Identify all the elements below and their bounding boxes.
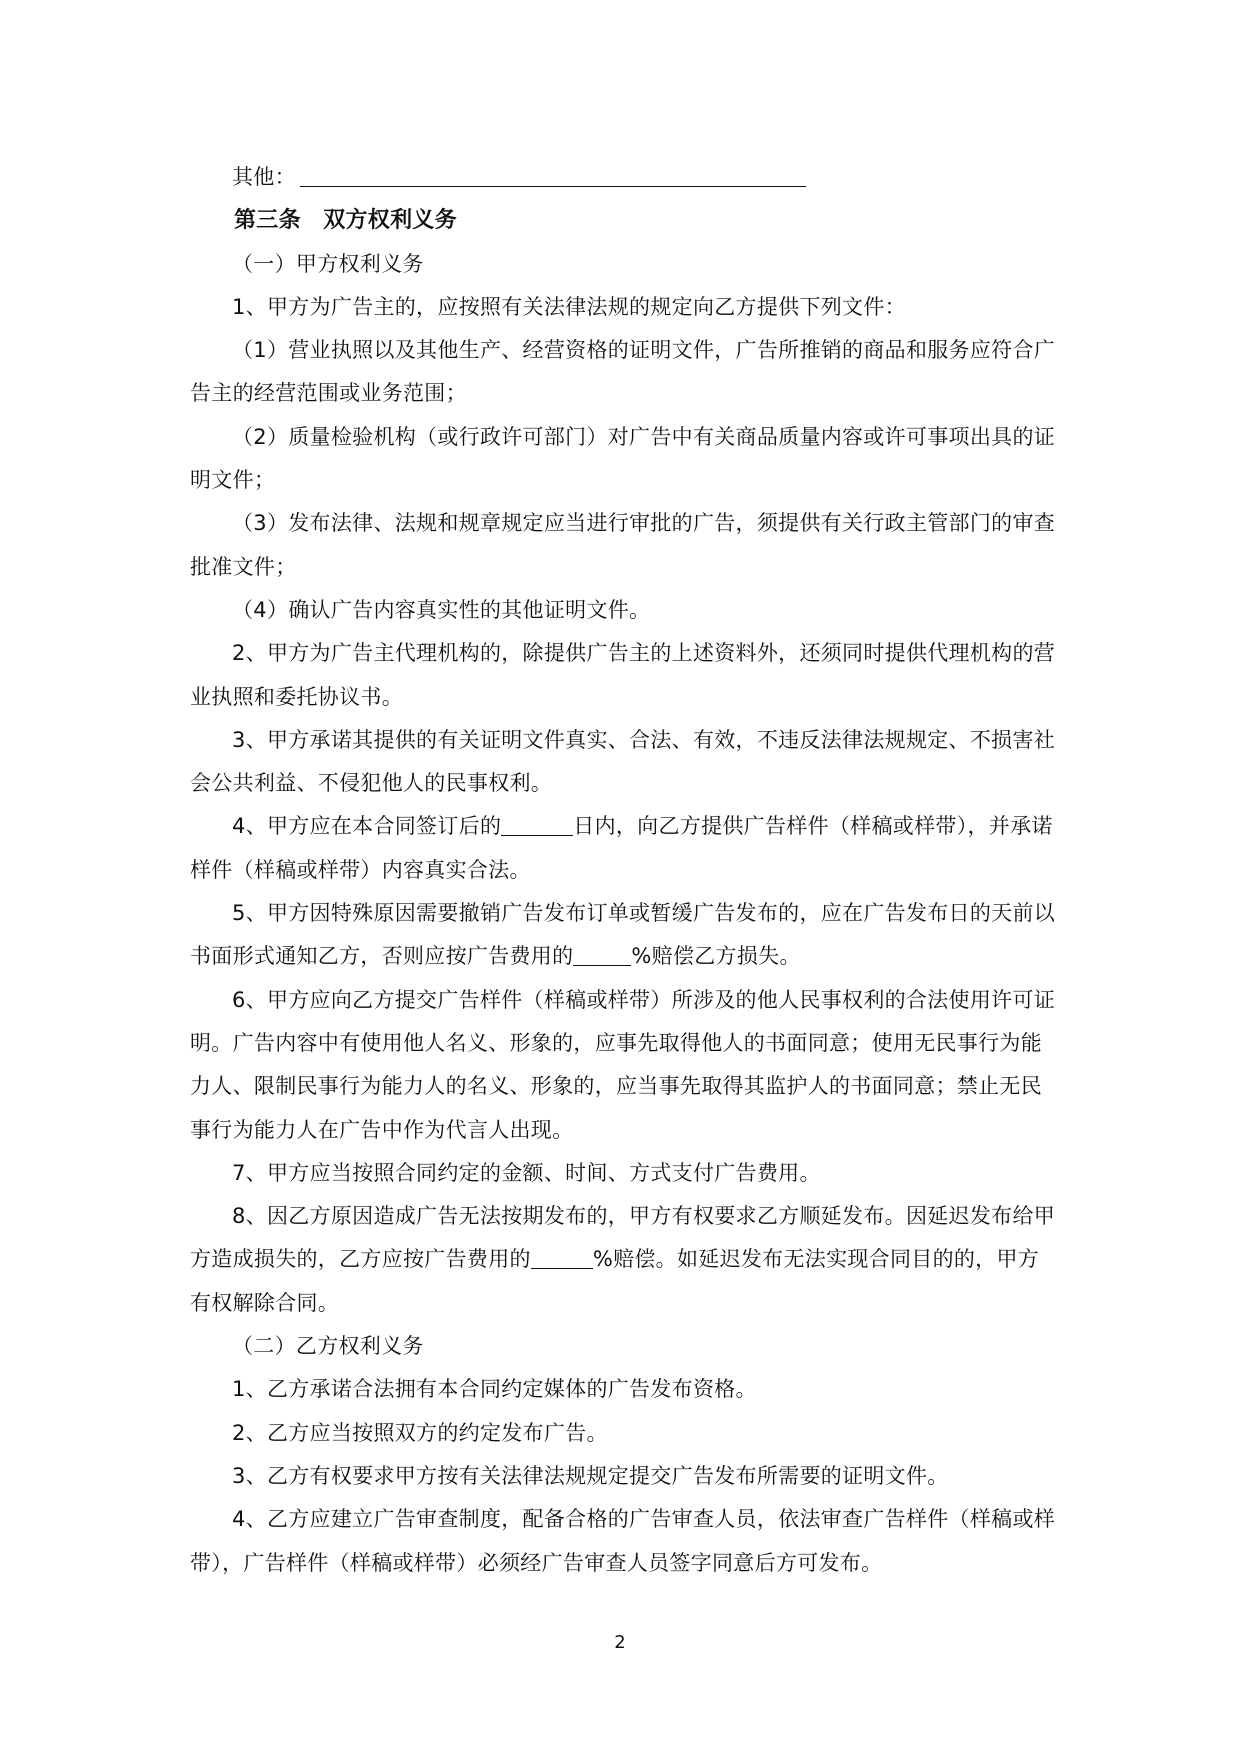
clause-a8-text-start: 8、因乙方原因造成广告无法按期发布的，甲方有权要求乙方顺延发布。因延迟发布给甲方造成损失的，乙方应按广告费用的 <box>190 1204 1056 1272</box>
clause-a1-item1: （1）营业执照以及其他生产、经营资格的证明文件，广告所推销的商品和服务应符合广告主的经营范围或业务范围； <box>190 338 1056 406</box>
compensation-percent-blank <box>573 944 631 966</box>
clause-b4: 4、乙方应建立广告审查制度，配备合格的广告审查人员，依法审查广告样件（样稿或样带），广告样件（样稿或样带）必须经广告审查人员签字同意后方可发布。 <box>190 1507 1056 1575</box>
page-number: 2 <box>614 1632 626 1653</box>
clause-a4-text-start: 4、甲方应在本合同签订后的 <box>232 814 502 839</box>
days-blank <box>501 814 573 836</box>
clause-a4-text-end: 日内，向乙方提供广告样件（样稿或样带），并承诺样件（样稿或样带）内容真实合法。 <box>190 814 1053 882</box>
subsection-a-heading: （一）甲方权利义务 <box>232 251 424 276</box>
clause-a4 <box>190 805 1060 892</box>
clause-a3: 3、甲方承诺其提供的有关证明文件真实、合法、有效，不违反法律法规规定、不损害社会公共利益、不侵犯他人的民事权利。 <box>190 727 1056 796</box>
clause-a1: 1、甲方为广告主的，应按照有关法律法规的规定向乙方提供下列文件： <box>232 294 906 319</box>
other-blank-line <box>300 165 806 187</box>
clause-b2: 2、乙方应当按照双方的约定发布广告。 <box>232 1420 608 1445</box>
clause-b3: 3、乙方有权要求甲方按有关法律法规规定提交广告发布所需要的证明文件。 <box>232 1463 949 1488</box>
clause-a6: 6、甲方应向乙方提交广告样件（样稿或样带）所涉及的他人民事权利的合法使用许可证明。广告内容中有使用他人名义、形象的，应事先取得他人的书面同意；使用无民事行为能力人、限制民事行为能力人的名义、形象的，应当事先取得其监护人的书面同意；禁止无民事行为能力人在广告中作为代言人出现。 <box>190 987 1056 1142</box>
other-field <box>190 156 1060 199</box>
clause-a2: 2、甲方为广告主代理机构的，除提供广告主的上述资料外，还须同时提供代理机构的营业执照和委托协议书。 <box>190 641 1056 709</box>
clause-a1-item4: （4）确认广告内容真实性的其他证明文件。 <box>232 597 651 622</box>
clause-a8-text-end: %赔偿。如延迟发布无法实现合同目的的，甲方有权解除合同。 <box>190 1247 1040 1315</box>
clause-a1-item3: （3）发布法律、法规和规章规定应当进行审批的广告，须提供有关行政主管部门的审查批准文件； <box>190 511 1056 579</box>
document-body <box>190 156 1060 1585</box>
clause-b1: 1、乙方承诺合法拥有本合同约定媒体的广告发布资格。 <box>232 1377 757 1402</box>
section-title: 第三条 双方权利义务 <box>234 208 458 234</box>
clause-a5-text-end: %赔偿乙方损失。 <box>631 944 801 969</box>
delay-percent-blank <box>531 1247 593 1269</box>
clause-a5-text-start: 5、甲方因特殊原因需要撤销广告发布订单或暂缓广告发布的，应在广告发布日的天前以书面形式通知乙方，否则应按广告费用的 <box>190 901 1056 969</box>
subsection-b-heading: （二）乙方权利义务 <box>232 1334 424 1359</box>
clause-a5 <box>190 892 1060 979</box>
clause-a7: 7、甲方应当按照合同约定的金额、时间、方式支付广告费用。 <box>232 1160 821 1185</box>
clause-a8 <box>190 1195 1060 1325</box>
other-label: 其他： <box>232 165 296 189</box>
clause-a1-item2: （2）质量检验机构（或行政许可部门）对广告中有关商品质量内容或许可事项出具的证明文件； <box>190 424 1056 493</box>
